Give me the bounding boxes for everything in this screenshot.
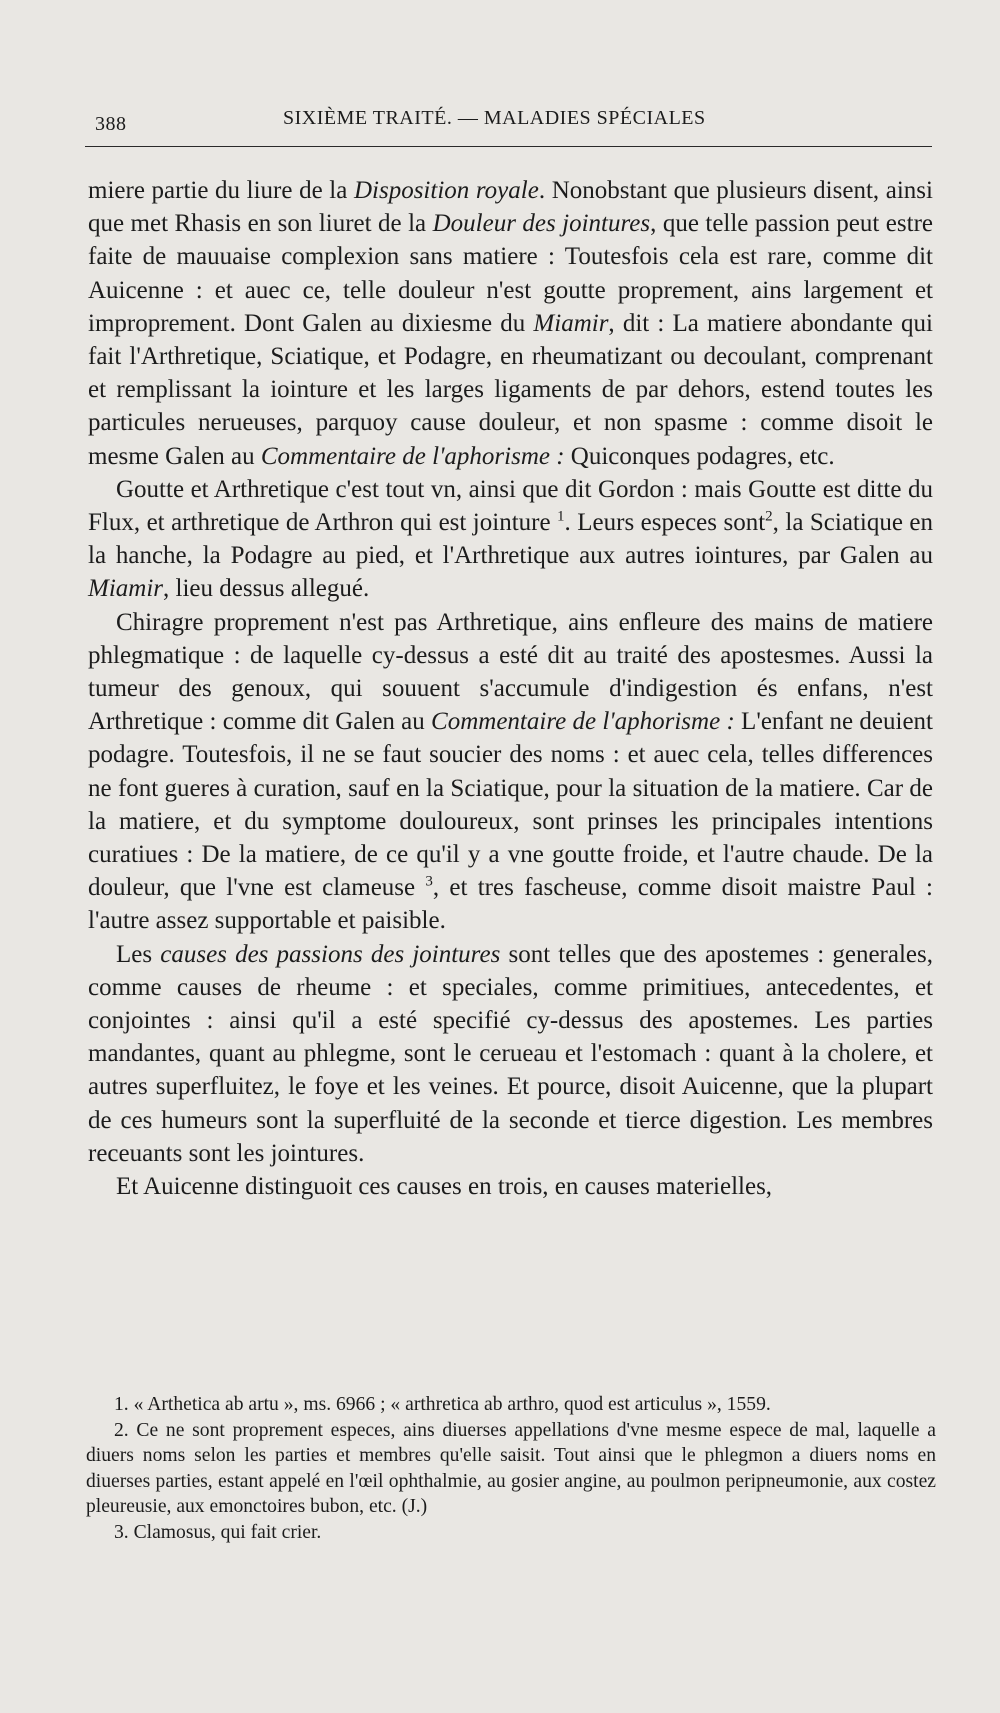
footnote-ref-3: 3 bbox=[425, 873, 433, 890]
paragraph-1: miere partie du liure de la Disposition royale. Nonobstant que plusieurs disent, ainsi que met Rhasis en son liuret de la Douleur des jointures, que telle passion peut estre faite de mauuaise complexion sans matiere : Toutesfois cela est rare, comme dit Auicenne : et auec ce, telle douleur n'est goutte proprement, ains largement et improprement. Dont Galen au dixiesme du Miamir, dit : La matiere abondante qui fait l'Arthretique, Sciatique, et Podagre, en rheumatizant ou decoulant, comprenant et remplissant la iointure et les larges ligaments de par dehors, estend toutes les particules nerueuses, parquoy cause douleur, et non spasme : comme disoit le mesme Galen au Commentaire de l'aphorisme : Quiconques podagres, etc. bbox=[88, 177, 933, 470]
header-rule bbox=[85, 146, 932, 147]
title-disposition-royale: Disposition royale bbox=[353, 177, 539, 204]
title-commentaire-aphorisme: Commentaire de l'aphorisme : bbox=[431, 708, 735, 736]
title-douleur-des-jointures: Douleur des jointures bbox=[432, 210, 651, 238]
page-header bbox=[95, 103, 930, 137]
running-head: SIXIÈME TRAITÉ. — MALADIES SPÉCIALES bbox=[283, 107, 706, 129]
footnote-ref-1: 1 bbox=[557, 508, 565, 525]
paragraph-3: Chiragre proprement n'est pas Arthretique, ains enfleure des mains de matiere phlegmatique : de laquelle cy-dessus a esté dit au traité des apostesmes. Aussi la tumeur des genoux, qui souuent s'accumule d'indigestion és enfans, n'est Arthretique : comme dit Galen au Commentaire de l'aphorisme : L'enfant ne deuient podagre. Toutesfois, il ne se faut soucier des noms : et auec cela, telles differences ne font gueres à curation, sauf en la Sciatique, pour la situation de la matiere. Car de la matiere, et du symptome douloureux, sont prinses les principales intentions curatiues : De la matiere, de ce qu'il y a vne goutte froide, et l'autre chaude. De la douleur, que l'vne est clameuse $^3$, et tres fascheuse, comme disoit maistre Paul : l'autre assez supportable et paisible. bbox=[88, 608, 933, 935]
paragraph-4: Les causes des passions des jointures sont telles que des apostemes : generales, comme causes de rheume : et speciales, comme primitiues, antecedentes, et conjointes : ainsi qu'il a esté specifié cy-dessus des apostemes. Les parties mandantes, quant au phlegme, sont le cerueau et l'estomach : quant à la cholere, et autres superfluitez, le foye et les veines. Et pource, disoit Auicenne, que la plupart de ces humeurs sont la superfluité de la seconde et tierce digestion. Les membres receuants sont les jointures. bbox=[88, 940, 933, 1167]
paragraph-5: Et Auicenne distinguoit ces causes en trois, en causes materielles, bbox=[116, 1173, 773, 1201]
title-commentaire-aphorisme: Commentaire de l'aphorisme : bbox=[260, 442, 565, 470]
main-text bbox=[88, 174, 933, 1203]
page-number: 388 bbox=[95, 113, 127, 135]
footnote-3: 3. Clamosus, qui fait crier. bbox=[114, 1521, 322, 1543]
heading-causes: causes des passions des jointures bbox=[160, 940, 501, 968]
paragraph-2: Goutte et Arthretique c'est tout vn, ainsi que dit Gordon : mais Goutte est ditte du Flux, et arthretique de Arthron qui est jointure $^1$. Leurs especes sont$^2$, la Sciatique en la hanche, la Podagre au pied, et l'Arthretique aux autres iointures, par Galen au Miamir, lieu dessus allegué. bbox=[88, 475, 933, 603]
title-miamir: Miamir bbox=[533, 309, 609, 337]
footnotes bbox=[86, 1392, 936, 1546]
footnote-1: 1. « Arthetica ab artu », ms. 6966 ; « arthretica ab arthro, quod est articulus », 1559. bbox=[114, 1394, 771, 1415]
footnote-ref-2: 2 bbox=[765, 508, 773, 525]
title-miamir: Miamir bbox=[88, 575, 163, 603]
footnote-2: 2. Ce ne sont proprement especes, ains diuerses appellations d'vne mesme espece de mal, laquelle a diuers noms selon les parties et membres qu'elle saisit. Tout ainsi que le phlegmon a diuers noms en diuerses parties, estant appelé en l'œil ophthalmie, au gosier angine, au poulmon peripneumonie, aux costez pleureusie, aux emonctoires bubon, etc. (J.) bbox=[86, 1419, 936, 1518]
